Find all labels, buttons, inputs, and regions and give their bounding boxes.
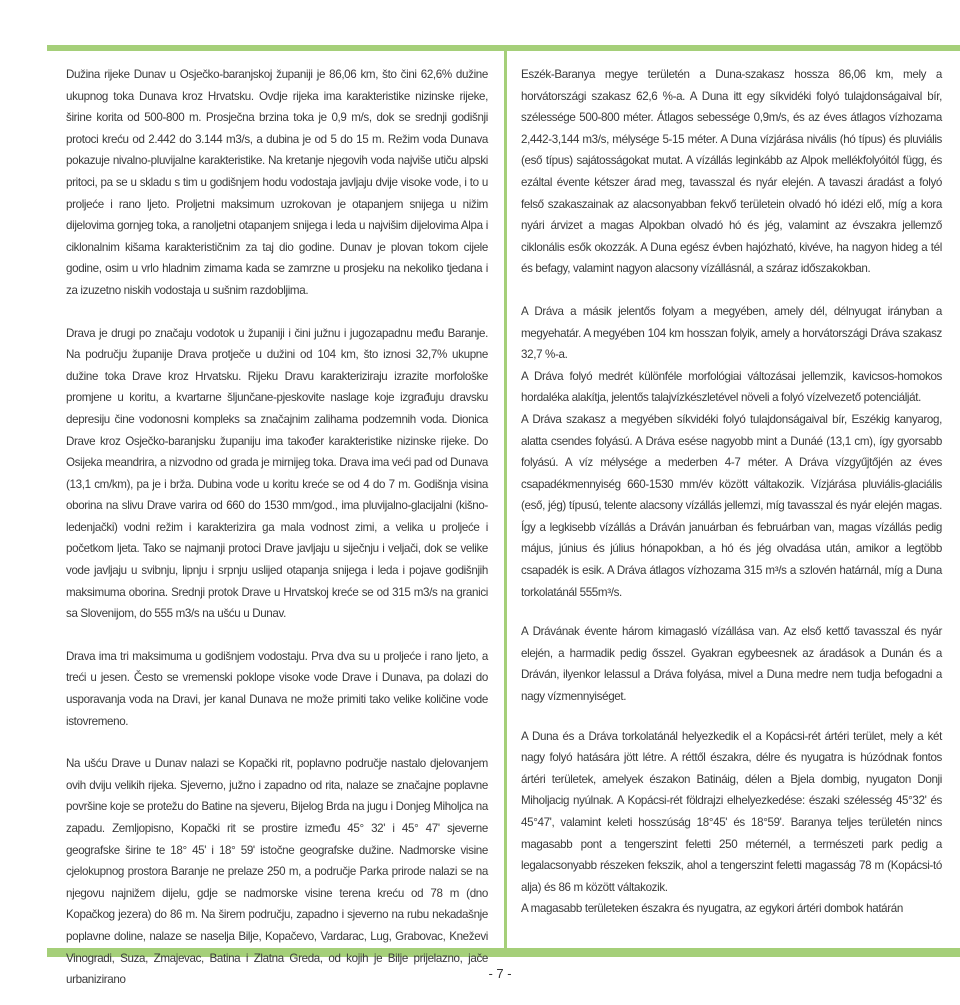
paragraph-kopacsi-ret: A Duna és a Dráva torkolatánál helyezkedik el a Kopácsi-rét ártéri terület, mely a két nagy folyó hatására jött létre. A réttől északra, délre és nyugatra is húzódnak fontos ártéri területek, amelyek északon Batináig, délen a Bjela dombig, nyugaton Donji Miholjacig nyúlnak. A Kopácsi-rét földrajzi elhelyezkedése: északi szélesség 45°32' és 45°47', valamint keleti hosszúság 18°45' és 18°59'. Baranya teljes területén nincs magasabb pont a tengerszint feletti 250 méternél, a természeti park pedig a legalacsonyabb részeken fekszik, ahol a tengerszint feletti magasság 78 m (Kopácsi-tó alja) és 86 m között váltakozik. [521,729,942,894]
paragraph-higher-areas: A magasabb területeken északra és nyugatra, az egykori ártéri dombok határán [521,902,903,916]
paragraph-drava-details: A Dráva szakasz a megyében síkvidéki folyó tulajdonságaival bír, Eszékig kanyarog, alatta csendes folyású. A Dráva esése nagyobb mint a Dunáé (13,1 cm), így gyorsabb folyású. A víz mélysége a mederben 4-7 méter. A Dráva vízgyűjtőjén az éves csapadékmennyiség 660-1530 mm/év között váltakozik. Vízjárása pluviális-glaciális (eső, jég) típusú, telente alacsony vízállás jellemzi, míg tavasszal és nyár elején magas. Így a legkisebb vízállás a Dráván januárban és februárban van, magas vízállás pedig május, június és július hónapokban, a hó és jég olvadása után, amikor a legtöbb csapadék is esik. A Dráva átlagos vízhozama 315 m³/s a szlovén határnál, míg a Duna torkolatánál 555m³/s. [521,412,942,599]
paragraph-duna: Eszék-Baranya megye területén a Duna-szakasz hossza 86,06 km, mely a horvátországi szakasz 62,6 %-a. A Duna itt egy síkvidéki folyó tulajdonságaival bír, szélessége 500-800 méter. Átlagos sebessége 0,9m/s, és az éves átlagos vízhozama 2,442-3,144 m3/s, mélysége 5-15 méter. A Duna vízjárása nivális (hó típus) és pluviális (eső típus) sajátosságokat mutat. A vízállás leginkább az Alpok mellékfolyóitól függ, és ezáltal évente kétszer árad meg, tavasszal és nyár elején. A tavaszi áradást a folyó felső szakaszainak az alacsonyabban fekvő területein olvadó hó idézi elő, míg a kora nyári árvizet a magas Alpokban olvadó hó és jég, valamint az évszakra jellemző ciklonális esők okozzák. A Duna egész évben hajózható, kivéve, ha nagyon hideg a tél és befagy, valamint nagyon alacsony vízállásnál, a száraz időszakokban. [521,68,942,276]
paragraph-drava-morphology: A Dráva folyó medrét különféle morfológiai változásai jellemzik, kavicsos-homokos hordaléka alakítja, jelentős talajvízkészletével növeli a folyó vízelvezető potenciálját. [521,369,942,405]
paragraph-drava-intro: A Dráva a másik jelentős folyam a megyében, amely dél, délnyugat irányban a megyehatár. A megyében 104 km hosszan folyik, amely a horvátországi Dráva szakasz 32,7 %-a. [521,304,942,362]
hungarian-text-column [507,51,960,948]
page-number: - 7 - [488,966,512,981]
paragraph-drava-maximums: Drava ima tri maksimuma u godišnjem vodostaju. Prva dva su u proljeće i rano ljeto, a treći u jesen. Često se vremenski poklope visoke vode Drave i Dunava, pa dolazi do usporavanja voda na Dravi, jer kanal Dunava ne može primiti tako velike količine vode istovremeno. [66,649,488,728]
paragraph-kopacki-rit: Na ušću Drave u Dunav nalazi se Kopački rit, poplavno područje nastalo djelovanjem ovih dviju velikih rijeka. Sjeverno, južno i zapadno od rita, nalaze se značajne poplavne površine koje se protežu do Batine na sjeveru, Bijelog Brda na jugu i Donjeg Miholjca na zapadu. Zemljopisno, Kopački rit se prostire između 45° 32' i 45° 47' sjeverne geografske širine te 18° 45' i 18° 59' istočne geografske dužine. Nadmorske visine cjelokupnog prostora Baranje ne prelaze 250 m, a područje Parka prirode nalazi se na njegovu najnižem dijelu, gdje se nadmorske visine terena kreću od 78 m (dno Kopačkog jezera) do 86 m. Na širem području, zapadno i sjeverno na rubu nekadašnje poplavne doline, nalaze se naselja Bilje, Kopačevo, Vardarac, Lug, Grabovac, Kneževi Vinogradi, Suza, Zmajevac, Batina i Zlatna Greda, od kojih je Bilje prijelazno, jače urbanizirano [66,757,488,987]
paragraph-dunav: Dužina rijeke Dunav u Osječko-baranjskoj županiji je 86,06 km, što čini 62,6% dužine ukupnog toka Dunava kroz Hrvatsku. Ovdje rijeka ima karakteristike nizinske rijeke, širine korita od 500-800 m. Prosječna brzina toka je 0,9 m/s, dok se srednji godišnji protoci kreću od 2.442 do 3.144 m3/s, a dubina je od 5 do 15 m. Režim voda Dunava pokazuje nivalno-pluvijalne karakteristike. Na kretanje njegovih voda najviše utiču alpski pritoci, pa se u skladu s tim u godišnjem hodu vodostaja javljaju dvije visoke vode, i to u proljeće i rano ljeto. Proljetni maksimum uzrokovan je otapanjem snijega u nižim dijelovima gornjeg toka, a ranoljetni otapanjem snijega i leda u najvišim dijelovima Alpa i ciklonalnim kišama karakterističnim za taj dio godine. Dunav je plovan tokom cijele godine, osim u vrlo hladnim zimama kada se zamrzne u prosjeku na nekoliko tjedana i za izuzetno niskih vodostaja u sušnim razdobljima. [66,68,488,297]
croatian-text-column [47,51,504,987]
paragraph-drava-maximums-hu: A Drávának évente három kimagasló vízállása van. Az első kettő tavasszal és nyár elején, a harmadik pedig ősszel. Gyakran egybeesnek az áradások a Dunán és a Dráván, ilyenkor lelassul a Dráva folyása, mivel a Duna medre nem tudja befogadni a nagy vízmennyiséget. [521,625,942,704]
paragraph-drava: Drava je drugi po značaju vodotok u županiji i čini južnu i jugozapadnu među Baranje. Na području županije Drava protječe u dužini od 104 km, što iznosi 32,7% ukupne dužine toka Drave kroz Hrvatsku. Rijeku Dravu karakteriziraju izrazite morfološke promjene u koritu, a kvartarne šljunčane-pjeskovite naslage koje izgrađuju dravsku depresiju čine vodonosni kompleks sa značajnim zalihama podzemnih voda. Dionica Drave kroz Osječko-baranjsku županiju ima također karakteristike nizinske rijeke. Do Osijeka meandrira, a nizvodno od grada je mirnijeg toka. Drava ima veći pad od Dunava (13,1 cm/km), pa je i brža. Dubina vode u koritu kreće se od 4 do 7 m. Godišnja visina oborina na slivu Drave varira od 660 do 1530 mm/god., ima pluvijalno-glacijalni (kišno-ledenjački) vodni režim i karakterizira ga mala vodnost zimi, a velika u proljeće i početkom ljeta. Tako se najmanji protoci Drave javljaju u siječnju i veljači, dok se velike vode javljaju u svibnju, lipnju i srpnju uslijed otapanja snijega i leda i pojave godišnjih maksimuma oborina. Srednji protok Drave u Hrvatskoj kreće se od 315 m3/s na granici sa Slovenijom, do 555 m3/s na ušću u Dunav. [66,326,488,621]
